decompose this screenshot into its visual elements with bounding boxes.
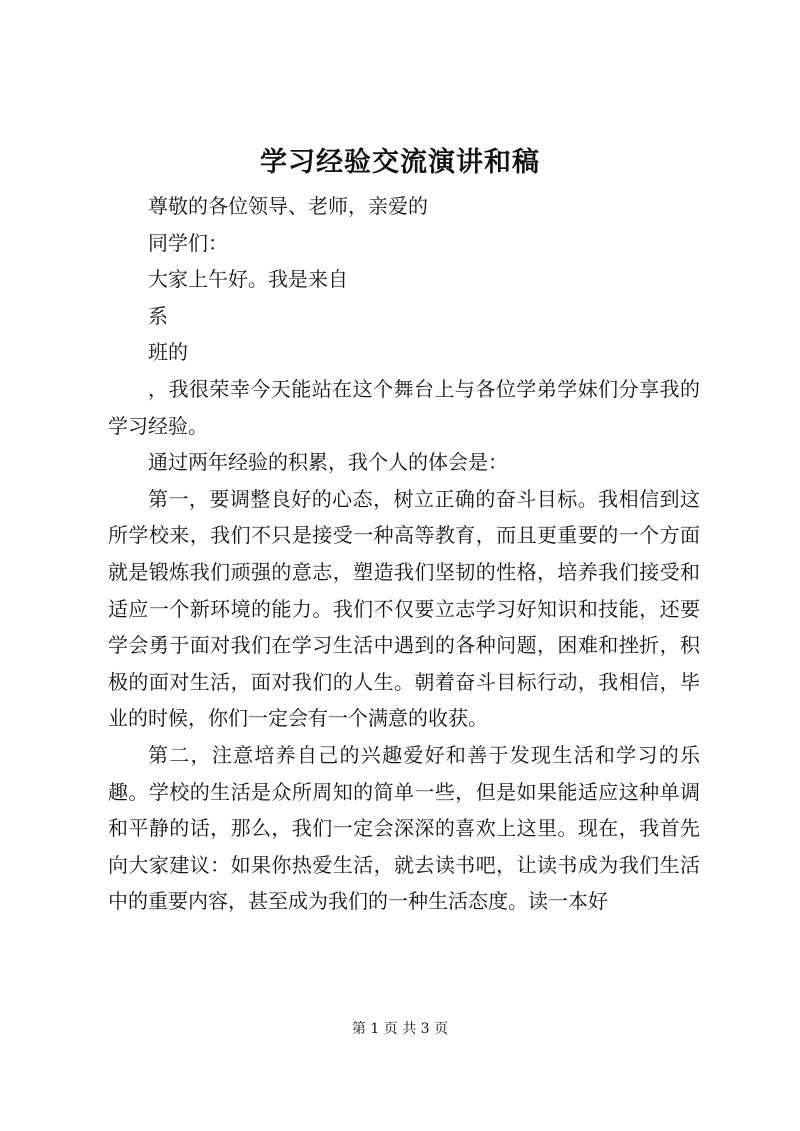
paragraph-department: 系 <box>148 303 168 328</box>
paragraph-experience: 通过两年经验的积累，我个人的体会是： <box>148 450 508 475</box>
paragraph-greeting-cont: 同学们： <box>148 230 228 255</box>
page-footer <box>0 1018 800 1038</box>
paragraph-honor: ，我很荣幸今天能站在这个舞台上与各位学弟学妹们分享我的学习经验。 <box>108 376 700 438</box>
paragraph-point-one: 第一，要调整良好的心态，树立正确的奋斗目标。我相信到这所学校来，我们不只是接受一种高等教育，而且更重要的一个方面就是锻炼我们顽强的意志，塑造我们坚韧的性格，培养我们接受和适应一个新环境的能力。我们不仅要立志学习好知识和技能，还要学会勇于面对我们在学习生活中遇到的各种问题，困难和挫折，积极的面对生活，面对我们的人生。朝着奋斗目标行动，我相信，毕业的时候，你们一定会有一个满意的收获。 <box>108 486 700 731</box>
document-body <box>108 188 700 920</box>
page-number: 第 1 页 <box>351 1021 398 1037</box>
document-title: 学习经验交流演讲和稿 <box>260 147 540 178</box>
paragraph-class: 班的 <box>148 340 188 365</box>
paragraph-greeting: 尊敬的各位领导、老师，亲爱的 <box>148 194 428 218</box>
paragraph-point-two: 第二，注意培养自己的兴趣爱好和善于发现生活和学习的乐趣。学校的生活是众所周知的简单一些，但是如果能适应这种单调和平静的话，那么，我们一定会深深的喜欢上这里。现在，我首先向大家建议：如果你热爱生活，就去读书吧，让读书成为我们生活中的重要内容，甚至成为我们的一种生活态度。读一本好 <box>108 742 700 914</box>
paragraph-intro: 大家上午好。我是来自 <box>148 267 348 292</box>
page-total: 共 3 页 <box>402 1021 449 1037</box>
